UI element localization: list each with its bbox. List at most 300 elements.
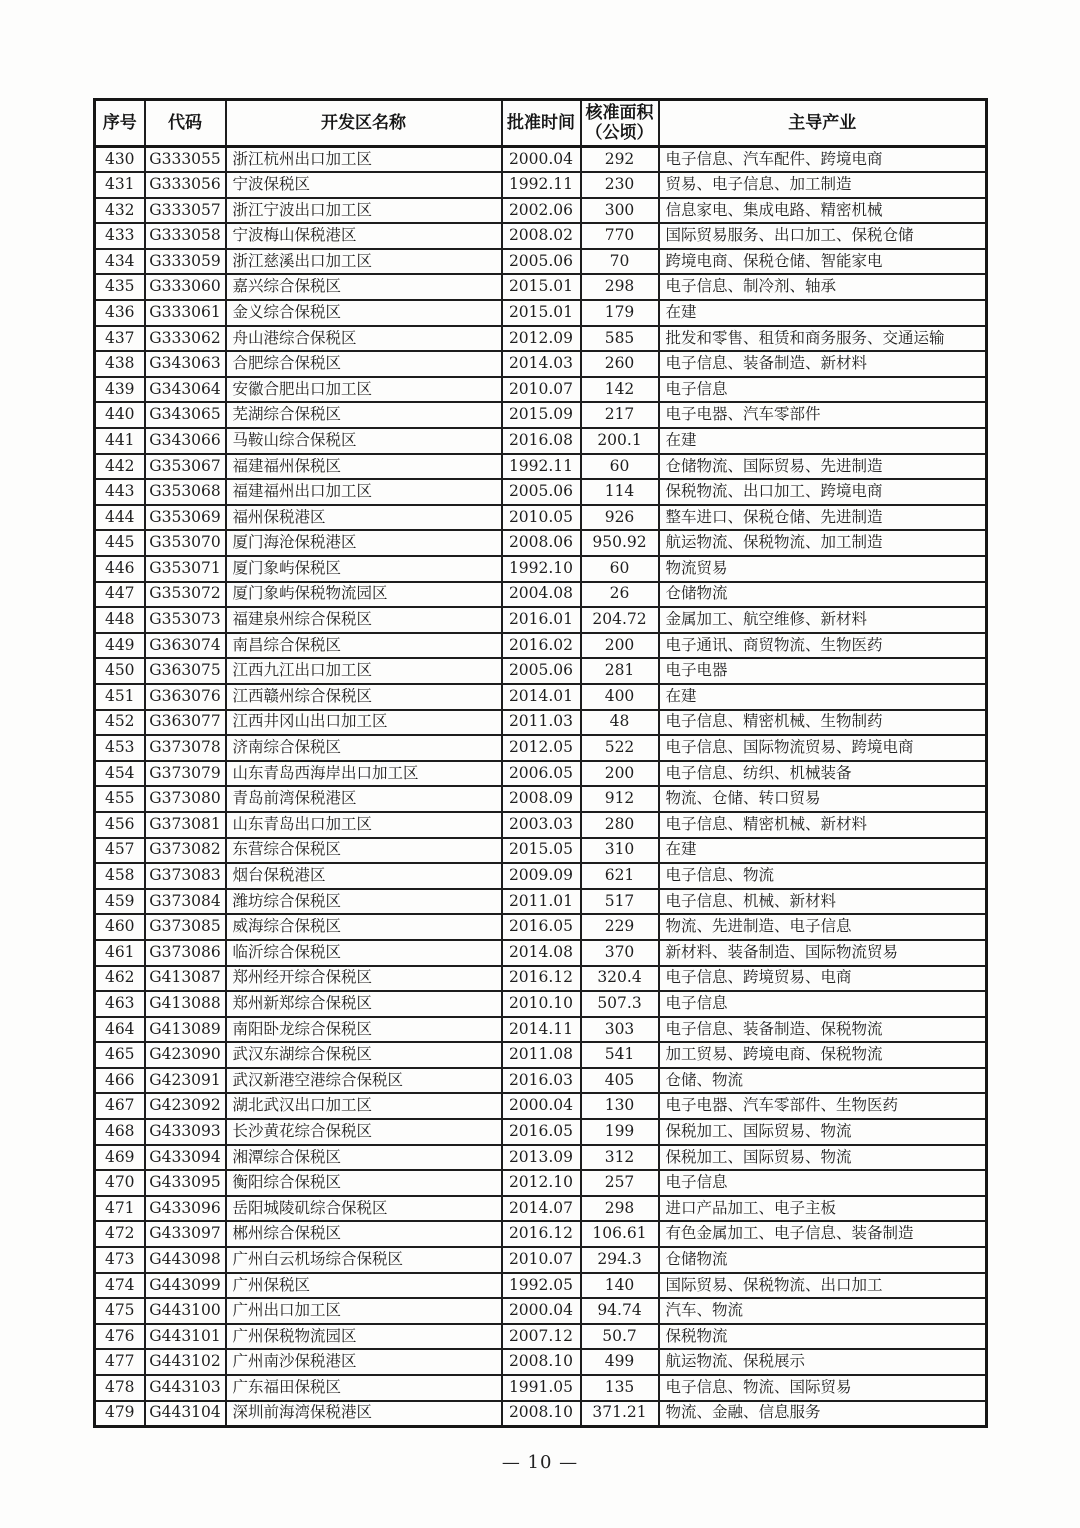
cell-index: 469 [95,1145,145,1171]
cell-area: 130 [581,1093,659,1119]
cell-index: 452 [95,710,145,736]
cell-area: 106.61 [581,1221,659,1247]
cell-index: 448 [95,607,145,633]
cell-area: 370 [581,940,659,966]
cell-approval-time: 2013.09 [502,1145,581,1171]
cell-code: G343064 [145,377,226,403]
table-row [95,914,987,940]
cell-name: 岳阳城陵矶综合保税区 [226,1196,502,1222]
cell-approval-time: 2016.02 [502,633,581,659]
cell-code: G333057 [145,198,226,224]
cell-code: G353070 [145,530,226,556]
table-row [95,1247,987,1273]
table-row [95,1145,987,1171]
cell-industries: 新材料、装备制造、国际物流贸易 [659,940,987,966]
cell-area: 298 [581,1196,659,1222]
cell-area: 229 [581,914,659,940]
table-row [95,582,987,608]
table-row [95,1017,987,1043]
cell-industries: 电子信息、装备制造、新材料 [659,351,987,377]
cell-approval-time: 2006.05 [502,761,581,787]
table-row [95,479,987,505]
table-row [95,889,987,915]
cell-industries: 航运物流、保税展示 [659,1349,987,1375]
cell-index: 447 [95,582,145,608]
cell-code: G413089 [145,1017,226,1043]
cell-area: 204.72 [581,607,659,633]
cell-area: 400 [581,684,659,710]
cell-area: 281 [581,658,659,684]
cell-index: 463 [95,991,145,1017]
cell-industries: 仓储、物流 [659,1068,987,1094]
cell-index: 432 [95,198,145,224]
cell-name: 浙江宁波出口加工区 [226,198,502,224]
cell-area: 300 [581,198,659,224]
cell-name: 福建福州保税区 [226,454,502,480]
cell-code: G333058 [145,223,226,249]
cell-code: G443103 [145,1375,226,1401]
cell-name: 嘉兴综合保税区 [226,274,502,300]
cell-name: 芜湖综合保税区 [226,402,502,428]
cell-code: G443104 [145,1401,226,1427]
cell-approval-time: 2003.03 [502,812,581,838]
page-number: — 10 — [501,1452,579,1473]
cell-area: 26 [581,582,659,608]
table-row [95,147,987,173]
cell-area: 230 [581,172,659,198]
cell-name: 武汉新港空港综合保税区 [226,1068,502,1094]
cell-approval-time: 2015.01 [502,274,581,300]
cell-name: 东营综合保税区 [226,838,502,864]
cell-area: 200.1 [581,428,659,454]
cell-index: 450 [95,658,145,684]
cell-area: 260 [581,351,659,377]
cell-index: 478 [95,1375,145,1401]
cell-industries: 电子信息、跨境贸易、电商 [659,966,987,992]
cell-name: 江西赣州综合保税区 [226,684,502,710]
table-row [95,863,987,889]
cell-approval-time: 2008.09 [502,786,581,812]
cell-approval-time: 2005.06 [502,658,581,684]
table-row [95,991,987,1017]
cell-code: G413088 [145,991,226,1017]
cell-code: G363074 [145,633,226,659]
cell-approval-time: 2007.12 [502,1324,581,1350]
cell-code: G333061 [145,300,226,326]
cell-industries: 信息家电、集成电路、精密机械 [659,198,987,224]
cell-area: 140 [581,1273,659,1299]
cell-index: 436 [95,300,145,326]
cell-approval-time: 1992.05 [502,1273,581,1299]
cell-approval-time: 2016.05 [502,1119,581,1145]
table-row [95,1093,987,1119]
cell-industries: 物流贸易 [659,556,987,582]
cell-name: 安徽合肥出口加工区 [226,377,502,403]
cell-code: G363075 [145,658,226,684]
table-row [95,351,987,377]
cell-code: G363076 [145,684,226,710]
cell-index: 434 [95,249,145,275]
cell-name: 长沙黄花综合保税区 [226,1119,502,1145]
cell-index: 473 [95,1247,145,1273]
table-body [95,147,987,1427]
cell-approval-time: 2008.02 [502,223,581,249]
cell-area: 621 [581,863,659,889]
cell-area: 94.74 [581,1298,659,1324]
cell-code: G373084 [145,889,226,915]
table-row [95,735,987,761]
cell-name: 郑州经开综合保税区 [226,966,502,992]
cell-name: 宁波保税区 [226,172,502,198]
table-row [95,966,987,992]
cell-code: G443101 [145,1324,226,1350]
cell-name: 广州出口加工区 [226,1298,502,1324]
cell-approval-time: 2015.05 [502,838,581,864]
table-row [95,1375,987,1401]
cell-approval-time: 2005.06 [502,479,581,505]
cell-name: 福建泉州综合保税区 [226,607,502,633]
cell-name: 南阳卧龙综合保税区 [226,1017,502,1043]
cell-industries: 在建 [659,838,987,864]
cell-code: G443099 [145,1273,226,1299]
cell-code: G333059 [145,249,226,275]
cell-name: 广东福田保税区 [226,1375,502,1401]
cell-index: 466 [95,1068,145,1094]
cell-industries: 仓储物流 [659,1247,987,1273]
cell-approval-time: 1992.10 [502,556,581,582]
table-row [95,1349,987,1375]
cell-code: G373082 [145,838,226,864]
cell-area: 217 [581,402,659,428]
cell-area: 294.3 [581,1247,659,1273]
col-header-area-line2: （公顷） [585,123,654,142]
cell-index: 457 [95,838,145,864]
cell-approval-time: 2014.11 [502,1017,581,1043]
cell-industries: 仓储物流、国际贸易、先进制造 [659,454,987,480]
table-row [95,1119,987,1145]
cell-approval-time: 2016.05 [502,914,581,940]
cell-area: 950.92 [581,530,659,556]
cell-code: G373079 [145,761,226,787]
cell-industries: 电子信息 [659,991,987,1017]
cell-approval-time: 2015.09 [502,402,581,428]
cell-approval-time: 2016.03 [502,1068,581,1094]
cell-code: G443098 [145,1247,226,1273]
cell-index: 477 [95,1349,145,1375]
table-row [95,428,987,454]
cell-industries: 电子信息 [659,1170,987,1196]
cell-name: 南昌综合保税区 [226,633,502,659]
table-row [95,1196,987,1222]
cell-area: 60 [581,556,659,582]
cell-name: 山东青岛西海岸出口加工区 [226,761,502,787]
cell-code: G433095 [145,1170,226,1196]
cell-index: 431 [95,172,145,198]
cell-area: 522 [581,735,659,761]
cell-area: 114 [581,479,659,505]
cell-name: 郑州新郑综合保税区 [226,991,502,1017]
cell-name: 深圳前海湾保税港区 [226,1401,502,1427]
cell-area: 199 [581,1119,659,1145]
table-row [95,761,987,787]
cell-index: 458 [95,863,145,889]
table-row [95,812,987,838]
cell-industries: 在建 [659,684,987,710]
cell-code: G343065 [145,402,226,428]
cell-area: 70 [581,249,659,275]
cell-index: 440 [95,402,145,428]
cell-index: 435 [95,274,145,300]
cell-approval-time: 2014.03 [502,351,581,377]
cell-approval-time: 2012.05 [502,735,581,761]
cell-approval-time: 2010.10 [502,991,581,1017]
cell-index: 430 [95,147,145,173]
cell-industries: 航运物流、保税物流、加工制造 [659,530,987,556]
cell-area: 371.21 [581,1401,659,1427]
cell-code: G343066 [145,428,226,454]
table-row [95,377,987,403]
table-row [95,1042,987,1068]
cell-code: G373080 [145,786,226,812]
cell-approval-time: 2012.09 [502,326,581,352]
cell-area: 541 [581,1042,659,1068]
cell-industries: 国际贸易服务、出口加工、保税仓储 [659,223,987,249]
col-header-industries: 主导产业 [659,100,987,147]
cell-approval-time: 2000.04 [502,1298,581,1324]
col-header-name: 开发区名称 [226,100,502,147]
cell-name: 威海综合保税区 [226,914,502,940]
cell-approval-time: 2016.01 [502,607,581,633]
table-row [95,786,987,812]
cell-industries: 电子电器、汽车零部件、生物医药 [659,1093,987,1119]
cell-code: G353068 [145,479,226,505]
cell-code: G333060 [145,274,226,300]
cell-code: G353069 [145,505,226,531]
cell-name: 江西九江出口加工区 [226,658,502,684]
cell-industries: 电子通讯、商贸物流、生物医药 [659,633,987,659]
cell-area: 517 [581,889,659,915]
table-row [95,274,987,300]
cell-area: 320.4 [581,966,659,992]
cell-code: G373086 [145,940,226,966]
cell-name: 厦门象屿保税物流园区 [226,582,502,608]
cell-approval-time: 2002.06 [502,198,581,224]
cell-code: G333062 [145,326,226,352]
table-row [95,326,987,352]
cell-name: 广州白云机场综合保税区 [226,1247,502,1273]
cell-approval-time: 2009.09 [502,863,581,889]
cell-industries: 有色金属加工、电子信息、装备制造 [659,1221,987,1247]
header-row [95,100,987,147]
cell-index: 467 [95,1093,145,1119]
cell-industries: 物流、仓储、转口贸易 [659,786,987,812]
table-row [95,684,987,710]
table-row [95,198,987,224]
cell-approval-time: 2016.12 [502,1221,581,1247]
cell-code: G423090 [145,1042,226,1068]
cell-area: 200 [581,761,659,787]
cell-industries: 国际贸易、保税物流、出口加工 [659,1273,987,1299]
cell-code: G423091 [145,1068,226,1094]
cell-approval-time: 2000.04 [502,1093,581,1119]
cell-name: 湖北武汉出口加工区 [226,1093,502,1119]
cell-code: G343063 [145,351,226,377]
cell-approval-time: 2005.06 [502,249,581,275]
cell-index: 443 [95,479,145,505]
table-row [95,402,987,428]
cell-approval-time: 2011.08 [502,1042,581,1068]
table-row [95,838,987,864]
cell-industries: 进口产品加工、电子主板 [659,1196,987,1222]
cell-industries: 加工贸易、跨境电商、保税物流 [659,1042,987,1068]
table-row [95,454,987,480]
table-row [95,300,987,326]
table-row [95,658,987,684]
cell-code: G353072 [145,582,226,608]
cell-industries: 金属加工、航空维修、新材料 [659,607,987,633]
cell-index: 433 [95,223,145,249]
cell-area: 303 [581,1017,659,1043]
cell-area: 499 [581,1349,659,1375]
cell-code: G433096 [145,1196,226,1222]
table-row [95,530,987,556]
cell-code: G443100 [145,1298,226,1324]
cell-area: 405 [581,1068,659,1094]
col-header-area-line1: 核准面积 [585,102,654,122]
cell-area: 310 [581,838,659,864]
cell-industries: 电子电器、汽车零部件 [659,402,987,428]
cell-code: G363077 [145,710,226,736]
cell-approval-time: 2010.05 [502,505,581,531]
cell-approval-time: 2011.01 [502,889,581,915]
cell-area: 507.3 [581,991,659,1017]
cell-name: 青岛前湾保税港区 [226,786,502,812]
table-row [95,710,987,736]
cell-name: 广州保税物流园区 [226,1324,502,1350]
cell-approval-time: 1992.11 [502,454,581,480]
cell-industries: 保税物流、出口加工、跨境电商 [659,479,987,505]
cell-industries: 仓储物流 [659,582,987,608]
cell-approval-time: 2011.03 [502,710,581,736]
cell-approval-time: 2014.01 [502,684,581,710]
cell-industries: 电子信息、制冷剂、轴承 [659,274,987,300]
cell-index: 462 [95,966,145,992]
cell-approval-time: 2008.06 [502,530,581,556]
cell-index: 475 [95,1298,145,1324]
cell-name: 济南综合保税区 [226,735,502,761]
cell-area: 912 [581,786,659,812]
cell-approval-time: 2008.10 [502,1349,581,1375]
cell-index: 474 [95,1273,145,1299]
cell-code: G353071 [145,556,226,582]
table-row [95,1324,987,1350]
cell-industries: 在建 [659,428,987,454]
cell-name: 郴州综合保税区 [226,1221,502,1247]
cell-index: 456 [95,812,145,838]
cell-name: 潍坊综合保税区 [226,889,502,915]
cell-name: 湘潭综合保税区 [226,1145,502,1171]
table-row [95,505,987,531]
cell-industries: 在建 [659,300,987,326]
cell-industries: 电子信息、机械、新材料 [659,889,987,915]
cell-approval-time: 2012.10 [502,1170,581,1196]
cell-index: 460 [95,914,145,940]
cell-industries: 电子信息 [659,377,987,403]
cell-area: 179 [581,300,659,326]
col-header-area [581,100,659,147]
cell-index: 476 [95,1324,145,1350]
cell-approval-time: 2016.12 [502,966,581,992]
cell-approval-time: 2016.08 [502,428,581,454]
cell-index: 465 [95,1042,145,1068]
cell-name: 厦门海沧保税港区 [226,530,502,556]
cell-industries: 整车进口、保税仓储、先进制造 [659,505,987,531]
cell-industries: 保税物流 [659,1324,987,1350]
cell-index: 453 [95,735,145,761]
cell-industries: 保税加工、国际贸易、物流 [659,1119,987,1145]
cell-name: 福州保税港区 [226,505,502,531]
cell-approval-time: 2015.01 [502,300,581,326]
cell-index: 445 [95,530,145,556]
cell-index: 438 [95,351,145,377]
cell-area: 585 [581,326,659,352]
table-row [95,1273,987,1299]
cell-name: 合肥综合保税区 [226,351,502,377]
cell-area: 257 [581,1170,659,1196]
cell-area: 142 [581,377,659,403]
cell-industries: 贸易、电子信息、加工制造 [659,172,987,198]
cell-industries: 电子信息、物流、国际贸易 [659,1375,987,1401]
cell-name: 广州保税区 [226,1273,502,1299]
col-header-code: 代码 [145,100,226,147]
cell-name: 金义综合保税区 [226,300,502,326]
cell-index: 449 [95,633,145,659]
cell-index: 439 [95,377,145,403]
cell-industries: 物流、金融、信息服务 [659,1401,987,1427]
cell-code: G423092 [145,1093,226,1119]
cell-code: G333056 [145,172,226,198]
cell-approval-time: 2014.08 [502,940,581,966]
cell-area: 48 [581,710,659,736]
cell-index: 437 [95,326,145,352]
cell-approval-time: 2014.07 [502,1196,581,1222]
cell-name: 广州南沙保税港区 [226,1349,502,1375]
cell-name: 宁波梅山保税港区 [226,223,502,249]
cell-index: 468 [95,1119,145,1145]
cell-code: G353067 [145,454,226,480]
cell-industries: 电子信息、纺织、机械装备 [659,761,987,787]
cell-area: 298 [581,274,659,300]
table-header [95,100,987,147]
cell-area: 312 [581,1145,659,1171]
table-row [95,556,987,582]
cell-code: G353073 [145,607,226,633]
cell-industries: 电子信息、精密机械、新材料 [659,812,987,838]
cell-index: 455 [95,786,145,812]
cell-index: 472 [95,1221,145,1247]
cell-index: 441 [95,428,145,454]
cell-industries: 电子信息、精密机械、生物制药 [659,710,987,736]
cell-index: 444 [95,505,145,531]
cell-approval-time: 1992.11 [502,172,581,198]
cell-name: 山东青岛出口加工区 [226,812,502,838]
cell-index: 459 [95,889,145,915]
cell-name: 江西井冈山出口加工区 [226,710,502,736]
col-header-approval-time: 批准时间 [502,100,581,147]
cell-code: G333055 [145,147,226,173]
cell-approval-time: 2004.08 [502,582,581,608]
cell-industries: 汽车、物流 [659,1298,987,1324]
